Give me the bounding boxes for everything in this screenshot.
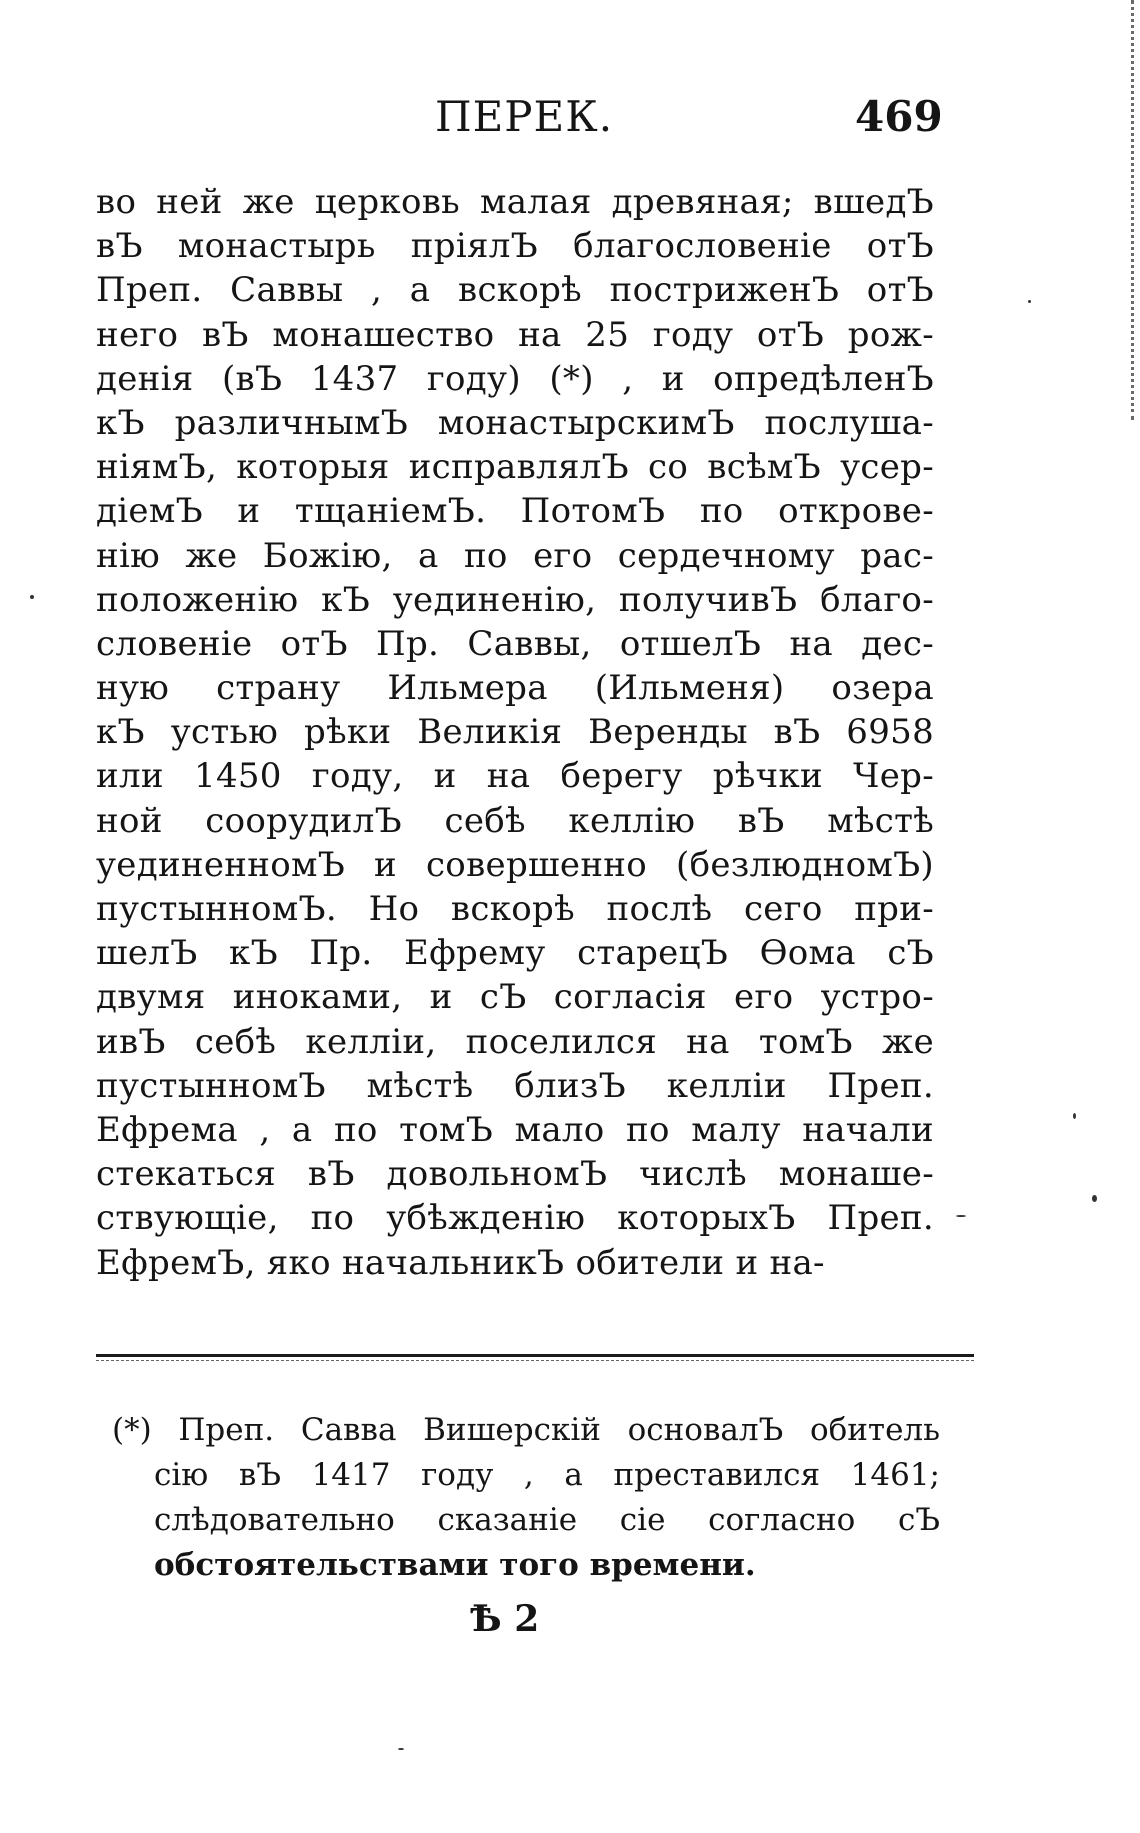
text-line: ной соорудилЪ себѣ келлію вЪ мѣстѣ xyxy=(96,800,934,841)
scan-speck xyxy=(1092,1195,1097,1202)
text-line: ную страну Ильмера (Ильменя) озера xyxy=(96,668,934,709)
text-line: шелЪ кЪ Пр. Ефрему старецЪ Ѳома сЪ xyxy=(96,933,934,974)
text-line: ивЪ себѣ келліи, поселился на томЪ же xyxy=(96,1021,934,1062)
footnote-line: сію вЪ 1417 году , а преставился 1461; xyxy=(154,1457,940,1493)
text-line: Преп. Саввы , а вскорѣ постриженЪ отЪ xyxy=(96,270,934,311)
text-line: пустынномЪ. Но вскорѣ послѣ сего при- xyxy=(96,889,934,929)
text-line: діемЪ и тщаніемЪ. ПотомЪ по открове- xyxy=(96,491,934,532)
text-line: ЕфремЪ, яко начальникЪ обители и на- xyxy=(96,1242,825,1283)
text-line: кЪ различнымЪ монастырскимЪ послуша- xyxy=(96,402,934,443)
running-head-title: ПЕРЕК. xyxy=(435,92,614,141)
page-number: 469 xyxy=(855,92,943,141)
running-head xyxy=(0,92,1140,152)
text-line: уединенномЪ и совершенно (безлюдномЪ) xyxy=(96,844,934,885)
text-line: двумя иноками, и сЪ согласія его устро- xyxy=(96,977,934,1018)
footnote-block xyxy=(112,1408,940,1588)
footnote-line: слѣдовательно сказаніе сіе согласно сЪ xyxy=(154,1502,940,1538)
text-line: стекаться вЪ довольномЪ числѣ монаше- xyxy=(96,1154,934,1195)
scan-speck xyxy=(956,1215,966,1217)
scan-speck xyxy=(1073,1113,1076,1119)
footnote-separator-rule xyxy=(96,1354,974,1357)
text-line: или 1450 году, и на берегу рѣчки Чер- xyxy=(96,756,934,797)
main-text-block xyxy=(96,180,934,1285)
text-line: пустынномЪ мѣстѣ близЪ келліи Преп. xyxy=(96,1065,934,1106)
text-line: Ефрема , а по томЪ мало по малу начали xyxy=(96,1109,934,1150)
page-edge-shadow xyxy=(1127,0,1134,420)
scan-speck xyxy=(30,595,34,599)
text-line: во ней же церковь малая древяная; вшедЪ xyxy=(96,182,934,222)
text-line: положенію кЪ уединенію, получивЪ благо- xyxy=(96,579,934,620)
text-line: словеніе отЪ Пр. Саввы, отшелЪ на дес- xyxy=(96,623,934,664)
text-line: него вЪ монашество на 25 году отЪ рож- xyxy=(96,314,934,355)
text-line: ствующіе, по убѣжденію которыхЪ Преп. xyxy=(96,1198,934,1239)
footnote-line: (*) Преп. Савва Вишерскій основалЪ обитель xyxy=(112,1412,940,1448)
text-line: вЪ монастырь пріялЪ благословеніе отЪ xyxy=(96,226,934,267)
text-line: нію же Божію, а по его сердечному рас- xyxy=(96,535,934,576)
text-line: кЪ устью рѣки Великія Веренды вЪ 6958 xyxy=(96,712,934,753)
scan-speck xyxy=(398,1748,404,1750)
text-line: ніямЪ, которыя исправлялЪ со всѣмЪ усер- xyxy=(96,447,934,488)
footnote-line: обстоятельствами того времени. xyxy=(154,1547,756,1583)
signature-mark: Ѣ 2 xyxy=(470,1598,540,1640)
text-line: денія (вЪ 1437 году) (*) , и опредѣленЪ xyxy=(96,358,934,399)
scan-speck xyxy=(1028,300,1031,303)
